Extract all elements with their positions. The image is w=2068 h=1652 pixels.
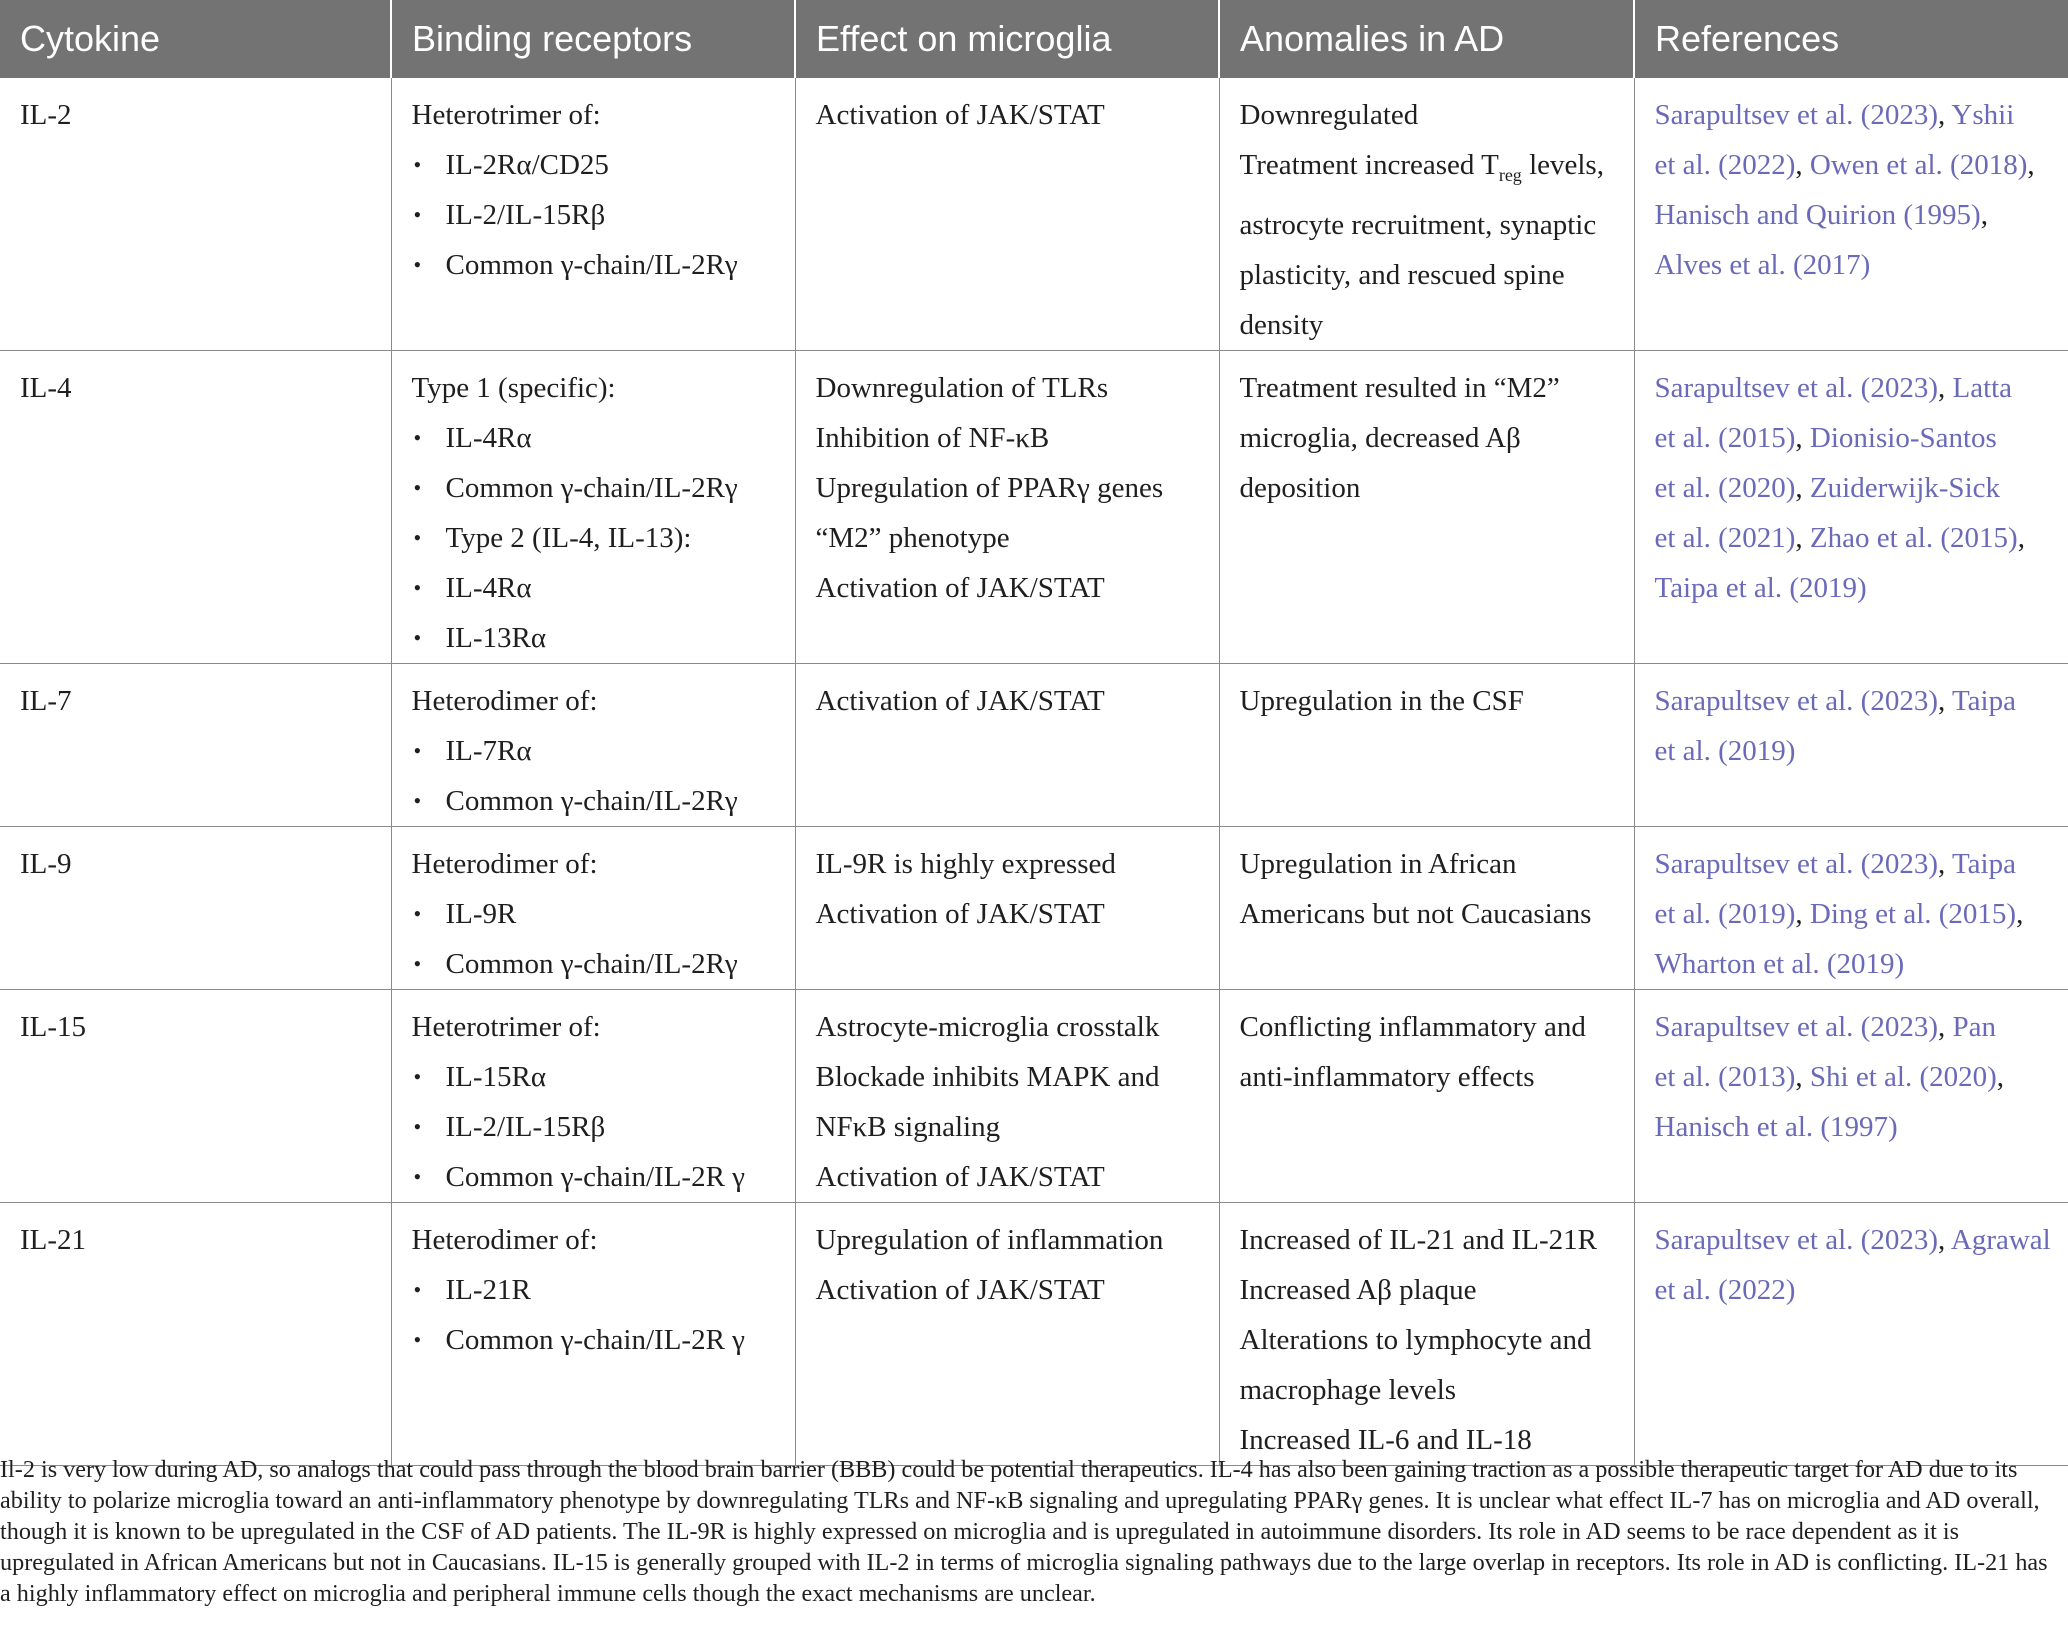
anomaly-line: Alterations to lymphocyte and — [1239, 1323, 1592, 1356]
effect-line: Activation of JAK/STAT — [815, 897, 1105, 930]
effect-line: NFκB signaling — [815, 1110, 1001, 1143]
reference-separator: , — [1795, 897, 1810, 930]
receptor-name: IL-4Rα — [445, 421, 532, 454]
reference-link[interactable]: et al. (2021) — [1654, 521, 1796, 554]
effect-on-microglia-cell — [795, 350, 1219, 663]
bullet-icon: • — [413, 950, 422, 976]
anomalies-in-ad-cell — [1219, 350, 1634, 663]
binding-receptors-cell — [391, 78, 795, 350]
bullet-icon: • — [413, 737, 422, 763]
reference-separator: , — [2016, 897, 2024, 930]
anomaly-line: Increased IL-6 and IL-18 — [1239, 1423, 1532, 1456]
reference-link[interactable]: et al. (2013) — [1654, 1060, 1796, 1093]
table-footnote: Il-2 is very low during AD, so analogs that could pass through the blood brain barrier (BBB) could be potential therapeutics. IL-4 has also been gaining traction as a possible therapeutic target for AD due to its ability to polarize microglia toward an anti-inflammatory phenotype by downregulating TLRs and NF-κB signaling and upregulating PPARγ genes. It is unclear what effect IL-7 has on microglia and AD overall, though it is known to be upregulated in the CSF of AD patients. The IL-9R is highly expressed on microglia and is upregulated in autoimmune disorders. Its role in AD seems to be race dependent as it is upregulated in African Americans but not in Caucasians. IL-15 is generally grouped with IL-2 in terms of microglia signaling pathways due to the large overlap in receptors. Its role in AD is conflicting. IL-21 has a highly inflammatory effect on microglia and peripheral immune cells though the exact mechanisms are unclear. — [0, 1456, 2048, 1607]
anomalies-in-ad-cell — [1219, 1202, 1634, 1465]
reference-separator: , — [1996, 1060, 2005, 1093]
cytokine-cell — [0, 350, 391, 663]
receptors-heading: Heterotrimer of: — [411, 1010, 601, 1043]
reference-line — [1655, 889, 2061, 939]
anomalies-in-ad-cell — [1219, 78, 1634, 350]
table-row — [0, 350, 2068, 663]
reference-line — [1655, 1265, 2061, 1315]
bullet-icon: • — [413, 424, 422, 450]
cytokine-cell — [0, 78, 391, 350]
receptor-list-item — [412, 190, 787, 240]
bullet-icon: • — [413, 252, 422, 277]
receptor-list-item — [412, 726, 787, 776]
reference-link[interactable]: Wharton et al. (2019) — [1654, 947, 1905, 980]
receptor-list — [412, 726, 787, 826]
header-binding-receptors: Binding receptors — [391, 0, 795, 78]
anomaly-line: macrophage levels — [1239, 1373, 1457, 1406]
reference-line — [1655, 140, 2061, 190]
receptor-name: IL-2/IL-15Rβ — [445, 199, 606, 231]
reference-separator: , — [1795, 1060, 1810, 1093]
receptor-list-item — [412, 413, 787, 463]
reference-link[interactable]: Taipa et al. (2019) — [1654, 571, 1867, 604]
binding-receptors-cell — [391, 350, 795, 663]
effect-on-microglia-cell — [795, 78, 1219, 350]
receptor-list-item — [412, 1265, 787, 1315]
receptor-list — [412, 140, 787, 290]
reference-line — [1655, 363, 2061, 413]
cytokine-cell — [0, 989, 391, 1202]
reference-separator: , — [1795, 521, 1810, 554]
bullet-icon: • — [413, 787, 422, 813]
reference-link[interactable]: Alves et al. (2017) — [1654, 249, 1871, 281]
receptor-name: Common γ-chain/IL-2R γ — [445, 1323, 745, 1356]
bullet-icon: • — [413, 1163, 422, 1189]
binding-receptors-cell — [391, 989, 795, 1202]
receptor-list-item — [412, 613, 787, 663]
cytokine-name: IL-15 — [20, 1010, 87, 1043]
reference-link[interactable]: Agrawal — [1950, 1223, 2051, 1256]
receptors-heading: Type 1 (specific): — [411, 371, 616, 404]
reference-separator: , — [1937, 371, 1953, 404]
header-effect-on-microglia: Effect on microglia — [795, 0, 1219, 78]
reference-separator: , — [2027, 149, 2035, 181]
bullet-icon: • — [413, 152, 422, 177]
reference-link[interactable]: Owen et al. (2018) — [1809, 149, 2028, 181]
reference-line — [1655, 676, 2061, 726]
receptors-heading: Heterodimer of: — [411, 847, 598, 880]
reference-link[interactable]: Shi et al. (2020) — [1809, 1060, 1997, 1093]
reference-link[interactable]: Sarapultsev et al. (2023) — [1654, 1223, 1938, 1256]
subscript: reg — [1498, 164, 1522, 185]
receptor-name: Common γ-chain/IL-2Rγ — [445, 947, 738, 980]
anomalies-in-ad-cell — [1219, 989, 1634, 1202]
anomaly-line: density — [1239, 308, 1324, 341]
effect-line: Upregulation of PPARγ genes — [815, 471, 1164, 504]
references-cell — [1634, 989, 2068, 1202]
cytokine-name: IL-2 — [20, 99, 72, 131]
anomalies-in-ad-cell — [1219, 826, 1634, 989]
reference-line — [1655, 240, 2061, 290]
reference-link[interactable]: et al. (2022) — [1654, 149, 1796, 181]
bullet-icon: • — [413, 524, 422, 550]
reference-line — [1655, 90, 2061, 140]
bullet-icon: • — [413, 1063, 422, 1089]
reference-link[interactable]: Latta — [1952, 371, 2013, 404]
receptor-list-item — [412, 776, 787, 826]
references-cell — [1634, 78, 2068, 350]
receptor-list — [412, 1052, 787, 1202]
receptor-list-item — [412, 1315, 787, 1365]
cytokine-cell — [0, 826, 391, 989]
reference-line — [1655, 1002, 2061, 1052]
receptors-heading: Heterotrimer of: — [411, 99, 601, 131]
table-row — [0, 78, 2068, 350]
reference-link[interactable]: Dionisio-Santos — [1809, 421, 1997, 454]
anomaly-line: Increased of IL-21 and IL-21R — [1239, 1223, 1598, 1256]
receptor-name: IL-15Rα — [445, 1060, 547, 1093]
table-row — [0, 826, 2068, 989]
anomaly-line: Upregulation in the CSF — [1239, 684, 1524, 717]
header-references: References — [1634, 0, 2068, 78]
receptor-list — [412, 1265, 787, 1365]
receptor-name: IL-9R — [445, 897, 517, 930]
reference-link[interactable]: Sarapultsev et al. (2023) — [1654, 371, 1938, 404]
binding-receptors-cell — [391, 663, 795, 826]
reference-link[interactable]: Pan — [1952, 1010, 1996, 1043]
receptor-name: Common γ-chain/IL-2Rγ — [445, 249, 738, 281]
effect-line: Activation of JAK/STAT — [815, 1160, 1105, 1193]
reference-separator: , — [1937, 99, 1952, 131]
effect-line: Activation of JAK/STAT — [815, 571, 1105, 604]
receptor-list-item — [412, 889, 787, 939]
effect-on-microglia-cell — [795, 663, 1219, 826]
reference-separator: , — [1795, 149, 1810, 181]
receptor-name: IL-4Rα — [445, 571, 532, 604]
effect-line: Inhibition of NF-κB — [815, 421, 1050, 454]
reference-link[interactable]: Taipa — [1951, 847, 2016, 880]
cytokine-name: IL-21 — [20, 1223, 87, 1256]
receptor-list — [412, 889, 787, 989]
anomaly-line: deposition — [1239, 471, 1361, 504]
anomaly-line: Upregulation in African — [1239, 847, 1517, 880]
effect-line: Activation of JAK/STAT — [815, 1273, 1105, 1306]
reference-separator: , — [1795, 421, 1810, 454]
bullet-icon: • — [413, 474, 422, 500]
anomaly-line: anti-inflammatory effects — [1239, 1060, 1535, 1093]
effect-line: Downregulation of TLRs — [815, 371, 1109, 404]
reference-separator: , — [1937, 1223, 1951, 1256]
effect-line: Astrocyte-microglia crosstalk — [815, 1010, 1160, 1043]
receptor-list — [412, 413, 787, 663]
reference-link[interactable]: Ding et al. (2015) — [1809, 897, 2017, 930]
table-row — [0, 663, 2068, 826]
reference-separator: , — [1980, 199, 1988, 231]
receptor-list-item — [412, 1152, 787, 1202]
cytokine-cell — [0, 1202, 391, 1465]
reference-link[interactable]: Sarapultsev et al. (2023) — [1654, 1010, 1938, 1043]
references-cell — [1634, 350, 2068, 663]
anomaly-line: microglia, decreased Aβ — [1239, 421, 1521, 454]
bullet-icon: • — [413, 574, 422, 600]
reference-separator: , — [1937, 1010, 1953, 1043]
reference-link[interactable]: et al. (2020) — [1654, 471, 1796, 504]
receptor-name: Type 2 (IL-4, IL-13): — [445, 521, 692, 554]
reference-link[interactable]: Sarapultsev et al. (2023) — [1654, 684, 1938, 717]
reference-link[interactable]: Sarapultsev et al. (2023) — [1654, 99, 1938, 131]
reference-link[interactable]: et al. (2022) — [1654, 1273, 1796, 1306]
receptor-name: IL-21R — [445, 1273, 531, 1306]
reference-line — [1655, 463, 2061, 513]
effect-line: Upregulation of inflammation — [815, 1223, 1164, 1256]
receptors-heading: Heterodimer of: — [411, 1223, 598, 1256]
bullet-icon: • — [413, 1113, 422, 1139]
receptor-name: Common γ-chain/IL-2Rγ — [445, 471, 738, 504]
reference-separator: , — [1937, 847, 1952, 880]
anomaly-line — [1240, 140, 1626, 200]
reference-link[interactable]: Hanisch and Quirion (1995) — [1654, 199, 1981, 231]
effect-line: Activation of JAK/STAT — [815, 99, 1105, 131]
reference-line — [1655, 190, 2061, 240]
receptors-heading: Heterodimer of: — [411, 684, 598, 717]
reference-line — [1655, 413, 2061, 463]
header-cytokine: Cytokine — [0, 0, 391, 78]
receptor-name: IL-2/IL-15Rβ — [445, 1110, 606, 1143]
bullet-icon: • — [413, 900, 422, 926]
reference-line — [1655, 513, 2061, 563]
effect-on-microglia-cell — [795, 826, 1219, 989]
receptor-list-item — [412, 463, 787, 513]
reference-separator: , — [2017, 521, 2025, 554]
anomaly-line: astrocyte recruitment, synaptic — [1239, 208, 1597, 241]
references-cell — [1634, 663, 2068, 826]
reference-link[interactable]: et al. (2019) — [1654, 897, 1796, 930]
reference-separator: , — [1937, 684, 1952, 717]
bullet-icon: • — [413, 1276, 422, 1302]
cytokine-name: IL-9 — [20, 847, 72, 880]
table-row — [0, 1202, 2068, 1465]
anomaly-line: Increased Aβ plaque — [1239, 1273, 1477, 1306]
anomalies-in-ad-cell — [1219, 663, 1634, 826]
receptor-name: IL-2Rα/CD25 — [445, 149, 609, 181]
effect-line: Blockade inhibits MAPK and — [815, 1060, 1160, 1093]
anomaly-line: plasticity, and rescued spine — [1239, 258, 1565, 291]
reference-line — [1655, 939, 2061, 989]
effect-line: Activation of JAK/STAT — [815, 684, 1105, 717]
header-anomalies-in-ad: Anomalies in AD — [1219, 0, 1634, 78]
receptor-list-item — [412, 240, 787, 290]
reference-link[interactable]: Zhao et al. (2015) — [1809, 521, 2018, 554]
reference-link[interactable]: Taipa — [1951, 684, 2016, 717]
cytokine-name: IL-7 — [20, 684, 72, 717]
receptor-list-item — [412, 563, 787, 613]
anomaly-line: Americans but not Caucasians — [1239, 897, 1592, 930]
effect-on-microglia-cell — [795, 989, 1219, 1202]
effect-line: IL-9R is highly expressed — [815, 847, 1116, 880]
table-header-row — [0, 0, 2068, 78]
bullet-icon: • — [413, 1326, 422, 1352]
references-cell — [1634, 826, 2068, 989]
receptor-name: IL-7Rα — [445, 734, 532, 767]
receptor-name: Common γ-chain/IL-2R γ — [445, 1160, 745, 1193]
anomaly-line: Conflicting inflammatory and — [1239, 1010, 1586, 1043]
receptor-name: IL-13Rα — [445, 621, 547, 654]
reference-link[interactable]: et al. (2019) — [1654, 734, 1796, 767]
receptor-name: Common γ-chain/IL-2Rγ — [445, 784, 738, 817]
reference-link[interactable]: Hanisch et al. (1997) — [1654, 1110, 1898, 1143]
references-cell — [1634, 1202, 2068, 1465]
anomaly-line: Treatment resulted in “M2” — [1239, 371, 1560, 404]
reference-line — [1655, 1215, 2061, 1265]
reference-line — [1655, 726, 2061, 776]
reference-line — [1655, 839, 2061, 889]
reference-line — [1655, 1102, 2061, 1152]
anomaly-line: Downregulated — [1239, 99, 1419, 131]
receptor-list-item — [412, 513, 787, 563]
reference-separator: , — [1795, 471, 1810, 504]
receptor-list-item — [412, 1052, 787, 1102]
binding-receptors-cell — [391, 1202, 795, 1465]
effect-on-microglia-cell — [795, 1202, 1219, 1465]
table-row — [0, 989, 2068, 1202]
reference-link[interactable]: Sarapultsev et al. (2023) — [1654, 847, 1938, 880]
reference-link[interactable]: et al. (2015) — [1654, 421, 1796, 454]
reference-line — [1655, 1052, 2061, 1102]
reference-line — [1655, 563, 2061, 613]
anomaly-text: levels, — [1521, 149, 1604, 181]
cytokine-cell — [0, 663, 391, 826]
bullet-icon: • — [413, 202, 422, 227]
bullet-icon: • — [413, 624, 422, 650]
receptor-list-item — [412, 939, 787, 989]
receptor-list-item — [412, 1102, 787, 1152]
binding-receptors-cell — [391, 826, 795, 989]
cytokine-name: IL-4 — [20, 371, 72, 404]
effect-line: “M2” phenotype — [815, 521, 1010, 554]
anomaly-text: Treatment increased T — [1239, 149, 1499, 181]
reference-link[interactable]: Yshii — [1951, 99, 2015, 131]
reference-link[interactable]: Zuiderwijk-Sick — [1809, 471, 2000, 504]
table-body — [0, 78, 2068, 1465]
receptor-list-item — [412, 140, 787, 190]
